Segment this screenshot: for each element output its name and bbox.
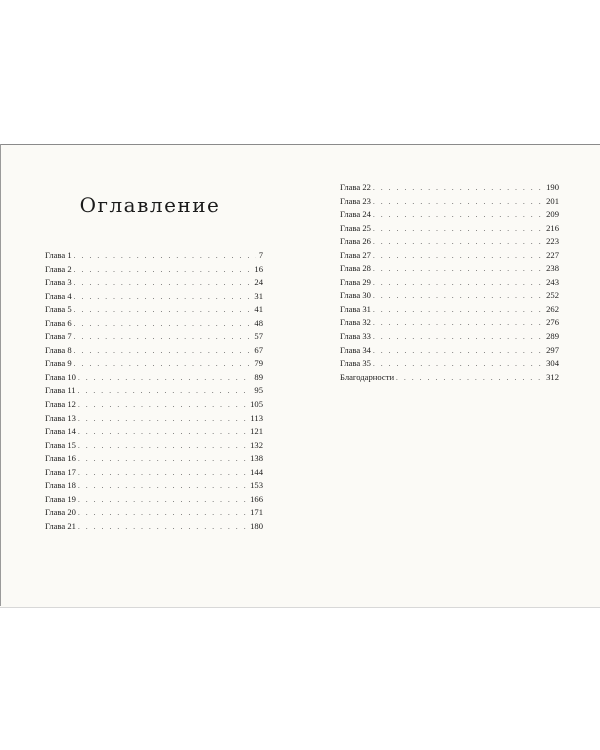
dot-leader bbox=[396, 372, 543, 386]
toc-entry-label: Глава 3 bbox=[45, 277, 72, 288]
toc-entry[interactable] bbox=[340, 289, 559, 303]
toc-entry-label: Глава 22 bbox=[340, 182, 371, 192]
toc-entry[interactable] bbox=[45, 384, 263, 398]
toc-entry-page-number: 171 bbox=[250, 507, 263, 518]
toc-entry-label: Глава 18 bbox=[45, 480, 76, 491]
toc-entry-page-number: 41 bbox=[254, 304, 263, 315]
toc-entry[interactable] bbox=[45, 357, 263, 371]
toc-entry-page-number: 276 bbox=[546, 317, 559, 328]
toc-entry[interactable] bbox=[340, 181, 559, 195]
dot-leader bbox=[373, 223, 543, 237]
dot-leader bbox=[74, 304, 252, 318]
toc-entry-label: Глава 16 bbox=[45, 453, 76, 464]
toc-entry-page-number: 24 bbox=[254, 277, 263, 288]
toc-entry-label: Глава 6 bbox=[45, 317, 72, 328]
toc-entry[interactable] bbox=[45, 412, 263, 426]
toc-entry-page-number: 289 bbox=[546, 331, 559, 342]
toc-entry-label: Глава 2 bbox=[45, 263, 72, 274]
dot-leader bbox=[74, 277, 252, 291]
toc-entry-label: Глава 11 bbox=[45, 385, 76, 396]
toc-entry-label: Глава 1 bbox=[45, 250, 72, 260]
toc-entry-label: Глава 14 bbox=[45, 426, 76, 437]
toc-entry[interactable] bbox=[340, 344, 559, 358]
toc-entry-page-number: 7 bbox=[258, 250, 263, 260]
toc-entry-page-number: 243 bbox=[546, 276, 559, 287]
dot-leader bbox=[78, 399, 247, 413]
toc-entry[interactable] bbox=[45, 249, 263, 263]
toc-entry-label: Глава 15 bbox=[45, 439, 76, 450]
toc-entry-page-number: 297 bbox=[546, 344, 559, 355]
toc-entry-page-number: 304 bbox=[546, 358, 559, 369]
dot-leader bbox=[373, 277, 543, 291]
toc-entry-label: Глава 28 bbox=[340, 263, 371, 274]
dot-leader bbox=[373, 196, 543, 210]
dot-leader bbox=[78, 440, 247, 454]
toc-entry-page-number: 153 bbox=[250, 480, 263, 491]
dot-leader bbox=[373, 290, 543, 304]
toc-entry[interactable] bbox=[45, 303, 263, 317]
toc-entry[interactable] bbox=[45, 520, 263, 534]
toc-entry-page-number: 262 bbox=[546, 303, 559, 314]
toc-entry-label: Глава 34 bbox=[340, 344, 371, 355]
toc-entry-page-number: 238 bbox=[546, 263, 559, 274]
toc-entry[interactable] bbox=[340, 222, 559, 236]
toc-entry[interactable] bbox=[340, 195, 559, 209]
toc-entry-page-number: 227 bbox=[546, 249, 559, 260]
toc-entry-page-number: 95 bbox=[254, 385, 263, 396]
toc-entry-label: Глава 32 bbox=[340, 317, 371, 328]
toc-entry-page-number: 31 bbox=[254, 290, 263, 301]
toc-entry-page-number: 67 bbox=[254, 344, 263, 355]
toc-entry-page-number: 121 bbox=[250, 426, 263, 437]
toc-entry[interactable] bbox=[45, 290, 263, 304]
toc-entry[interactable] bbox=[340, 303, 559, 317]
toc-left-column bbox=[45, 249, 263, 533]
dot-leader bbox=[373, 250, 543, 264]
toc-entry[interactable] bbox=[45, 452, 263, 466]
toc-entry-label: Глава 35 bbox=[340, 358, 371, 369]
toc-entry-page-number: 201 bbox=[546, 195, 559, 206]
toc-entry-label: Глава 8 bbox=[45, 344, 72, 355]
dot-leader bbox=[78, 494, 247, 508]
toc-entry[interactable] bbox=[340, 330, 559, 344]
toc-entry[interactable] bbox=[45, 263, 263, 277]
toc-entry-page-number: 48 bbox=[254, 317, 263, 328]
dot-leader bbox=[78, 426, 247, 440]
toc-entry[interactable] bbox=[45, 479, 263, 493]
dot-leader bbox=[373, 358, 543, 372]
toc-entry[interactable] bbox=[45, 330, 263, 344]
dot-leader bbox=[74, 250, 256, 264]
dot-leader bbox=[373, 304, 543, 318]
toc-title: Оглавление bbox=[79, 193, 221, 218]
toc-entry-label: Глава 7 bbox=[45, 331, 72, 342]
toc-right-column bbox=[340, 181, 559, 384]
toc-entry-page-number: 138 bbox=[250, 453, 263, 464]
toc-entry-page-number: 216 bbox=[546, 222, 559, 233]
toc-entry-label: Глава 12 bbox=[45, 399, 76, 410]
toc-entry-page-number: 312 bbox=[546, 371, 559, 382]
dot-leader bbox=[78, 372, 251, 386]
toc-entry-label: Глава 26 bbox=[340, 236, 371, 247]
toc-entry-label: Глава 29 bbox=[340, 276, 371, 287]
dot-leader bbox=[78, 385, 252, 399]
toc-entry-page-number: 166 bbox=[250, 493, 263, 504]
dot-leader bbox=[78, 521, 247, 535]
toc-entry-label: Глава 24 bbox=[340, 209, 371, 220]
toc-entry[interactable] bbox=[45, 506, 263, 520]
toc-entry[interactable] bbox=[45, 371, 263, 385]
toc-entry[interactable] bbox=[340, 262, 559, 276]
toc-entry-label: Глава 33 bbox=[340, 331, 371, 342]
dot-leader bbox=[74, 318, 252, 332]
toc-entry-label: Глава 23 bbox=[340, 195, 371, 206]
toc-entry-page-number: 16 bbox=[254, 263, 263, 274]
toc-entry-label: Глава 13 bbox=[45, 412, 76, 423]
toc-entry[interactable] bbox=[340, 276, 559, 290]
dot-leader bbox=[373, 263, 543, 277]
toc-entry[interactable] bbox=[45, 425, 263, 439]
toc-entry[interactable] bbox=[340, 316, 559, 330]
dot-leader bbox=[373, 209, 543, 223]
dot-leader bbox=[74, 331, 252, 345]
toc-entry-page-number: 57 bbox=[254, 331, 263, 342]
toc-entry-page-number: 209 bbox=[546, 209, 559, 220]
dot-leader bbox=[373, 182, 543, 196]
toc-entry-page-number: 113 bbox=[250, 412, 263, 423]
dot-leader bbox=[373, 345, 543, 359]
toc-entry-page-number: 180 bbox=[250, 520, 263, 531]
toc-entry-label: Глава 4 bbox=[45, 290, 72, 301]
toc-entry-page-number: 79 bbox=[254, 358, 263, 369]
toc-entry-label: Глава 20 bbox=[45, 507, 76, 518]
dot-leader bbox=[78, 480, 247, 494]
toc-entry-label: Глава 30 bbox=[340, 290, 371, 301]
toc-entry-label: Глава 21 bbox=[45, 520, 76, 531]
toc-entry[interactable] bbox=[45, 344, 263, 358]
toc-entry-label: Глава 9 bbox=[45, 358, 72, 369]
toc-entry[interactable] bbox=[340, 371, 559, 385]
toc-entry-label: Глава 31 bbox=[340, 303, 371, 314]
toc-entry-label: Глава 25 bbox=[340, 222, 371, 233]
toc-entry[interactable] bbox=[45, 439, 263, 453]
toc-entry-label: Глава 10 bbox=[45, 371, 76, 382]
dot-leader bbox=[74, 358, 252, 372]
toc-entry-page-number: 132 bbox=[250, 439, 263, 450]
toc-entry-page-number: 105 bbox=[250, 399, 263, 410]
toc-entry-page-number: 252 bbox=[546, 290, 559, 301]
toc-entry[interactable] bbox=[340, 208, 559, 222]
toc-entry-page-number: 223 bbox=[546, 236, 559, 247]
toc-entry[interactable] bbox=[340, 357, 559, 371]
toc-entry-label: Глава 27 bbox=[340, 249, 371, 260]
toc-entry[interactable] bbox=[340, 235, 559, 249]
toc-entry-page-number: 190 bbox=[546, 182, 559, 192]
toc-entry[interactable] bbox=[45, 317, 263, 331]
dot-leader bbox=[74, 264, 252, 278]
dot-leader bbox=[373, 331, 543, 345]
dot-leader bbox=[78, 467, 247, 481]
toc-entry-label: Глава 19 bbox=[45, 493, 76, 504]
toc-entry-label: Глава 17 bbox=[45, 466, 76, 477]
dot-leader bbox=[78, 453, 247, 467]
toc-entry-label: Благодарности bbox=[340, 371, 395, 382]
dot-leader bbox=[373, 317, 543, 331]
toc-entry-label: Глава 5 bbox=[45, 304, 72, 315]
toc-entry[interactable] bbox=[45, 276, 263, 290]
dot-leader bbox=[74, 345, 252, 359]
dot-leader bbox=[373, 236, 543, 250]
toc-entry[interactable] bbox=[45, 398, 263, 412]
dot-leader bbox=[78, 507, 247, 521]
dot-leader bbox=[74, 291, 252, 305]
toc-entry-page-number: 89 bbox=[254, 371, 263, 382]
toc-entry[interactable] bbox=[45, 466, 263, 480]
toc-entry-page-number: 144 bbox=[250, 466, 263, 477]
toc-entry[interactable] bbox=[45, 493, 263, 507]
dot-leader bbox=[78, 413, 247, 427]
toc-entry[interactable] bbox=[340, 249, 559, 263]
